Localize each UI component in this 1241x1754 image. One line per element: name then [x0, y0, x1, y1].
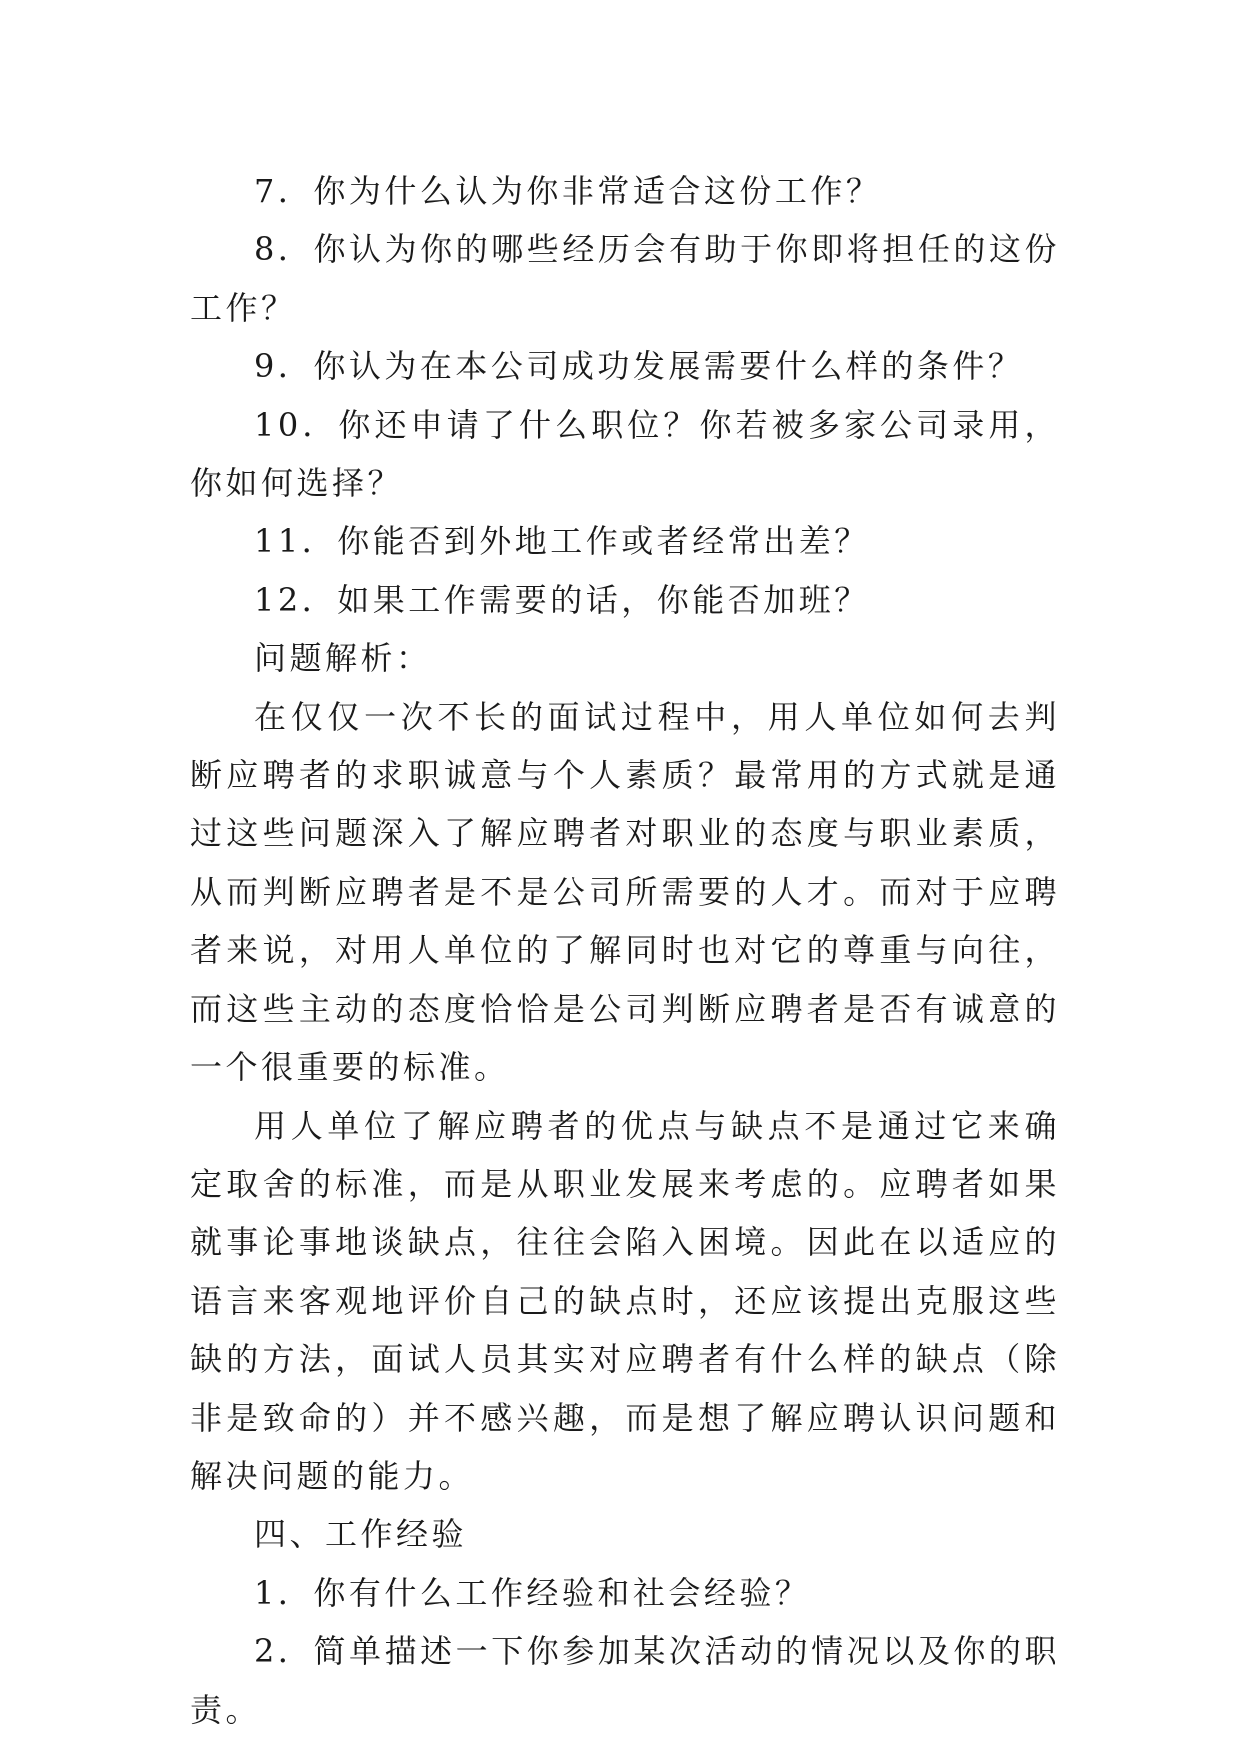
- document-body: [190, 162, 1060, 1739]
- section-heading-work-experience: 四、工作经验: [254, 1515, 468, 1554]
- experience-question-1: 1．你有什么工作经验和社会经验？: [254, 1573, 811, 1612]
- analysis-paragraph-1: 在仅仅一次不长的面试过程中，用人单位如何去判断应聘者的求职诚意与个人素质？最常用的方式就是通过这些问题深入了解应聘者对职业的态度与职业素质，从而判断应聘者是不是公司所需要的人才。而对于应聘者来说，对用人单位的了解同时也对它的尊重与向往，而这些主动的态度恰恰是公司判断应聘者是否有诚意的一个很重要的标准。: [190, 697, 1060, 1087]
- question-10: 10．你还申请了什么职位？你若被多家公司录用，你如何选择？: [190, 405, 1060, 503]
- question-8: 8．你认为你的哪些经历会有助于你即将担任的这份工作？: [190, 230, 1060, 327]
- question-12: 12．如果工作需要的话，你能否加班？: [254, 580, 870, 619]
- analysis-heading: 问题解析：: [254, 639, 432, 678]
- question-11: 11．你能否到外地工作或者经常出差？: [254, 522, 870, 561]
- question-7: 7．你为什么认为你非常适合这份工作？: [254, 172, 882, 210]
- experience-question-2: 2．简单描述一下你参加某次活动的情况以及你的职责。: [190, 1632, 1060, 1729]
- question-9: 9．你认为在本公司成功发展需要什么样的条件？: [254, 347, 1024, 386]
- analysis-paragraph-2: 用人单位了解应聘者的优点与缺点不是通过它来确定取舍的标准，而是从职业发展来考虑的。应聘者如果就事论事地谈缺点，往往会陷入困境。因此在以适应的语言来客观地评价自己的缺点时，还应该提出克服这些缺的方法，面试人员其实对应聘者有什么样的缺点（除非是致命的）并不感兴趣，而是想了解应聘认识问题和解决问题的能力。: [190, 1106, 1060, 1495]
